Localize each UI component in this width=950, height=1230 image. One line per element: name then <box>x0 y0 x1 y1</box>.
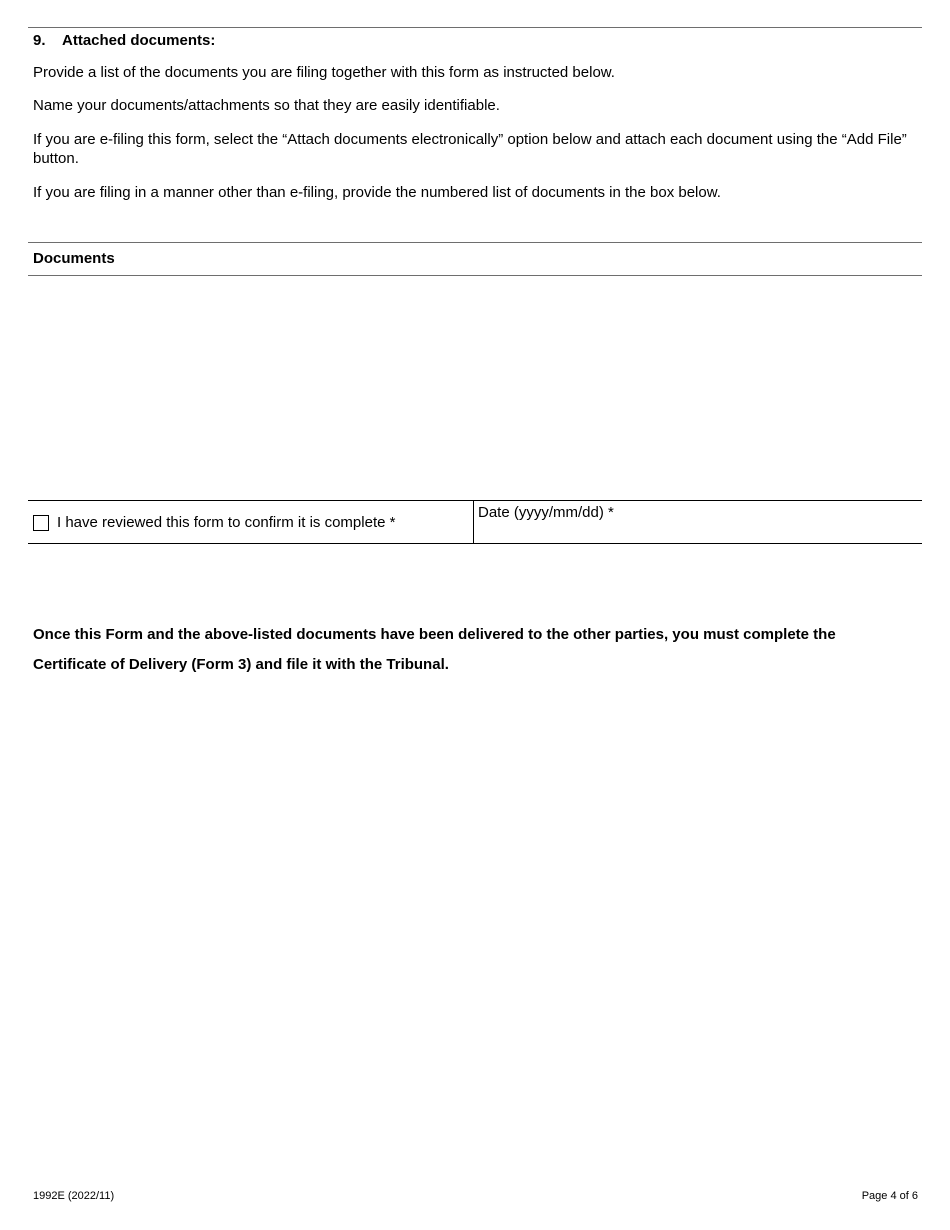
instruction-paragraph-3: If you are e-filing this form, select the “Attach documents electronically” option below and attach each document using the “Add File” button. <box>33 131 907 167</box>
review-confirmation-checkbox[interactable] <box>33 515 49 531</box>
date-cell[interactable] <box>474 501 922 543</box>
date-label: Date (yyyy/mm/dd) * <box>478 504 614 521</box>
review-confirmation-label: I have reviewed this form to confirm it is complete * <box>57 513 396 531</box>
form-code: 1992E (2022/11) <box>33 1190 115 1202</box>
instruction-paragraph-1: Provide a list of the documents you are filing together with this form as instructed below. <box>33 64 615 81</box>
instruction-paragraph-2: Name your documents/attachments so that they are easily identifiable. <box>33 97 500 114</box>
section-heading <box>33 32 215 49</box>
documents-top-rule <box>28 242 922 243</box>
section-number: 9. <box>33 32 46 49</box>
review-confirmation-cell[interactable] <box>28 501 474 543</box>
delivery-notice: Once this Form and the above-listed documents have been delivered to the other parties, you must complete the Certificate of Delivery (Form 3) and file it with the Tribunal. <box>33 626 836 673</box>
page-number: Page 4 of 6 <box>861 1190 918 1202</box>
documents-label: Documents <box>33 250 115 267</box>
section-title: Attached documents: <box>62 32 216 49</box>
instruction-paragraph-4: If you are filing in a manner other than e-filing, provide the numbered list of documents in the box below. <box>33 184 721 201</box>
date-input[interactable] <box>478 523 914 541</box>
documents-bottom-rule <box>28 275 922 276</box>
documents-list-area[interactable] <box>28 277 922 499</box>
top-rule <box>28 27 922 28</box>
confirmation-row <box>28 500 922 544</box>
